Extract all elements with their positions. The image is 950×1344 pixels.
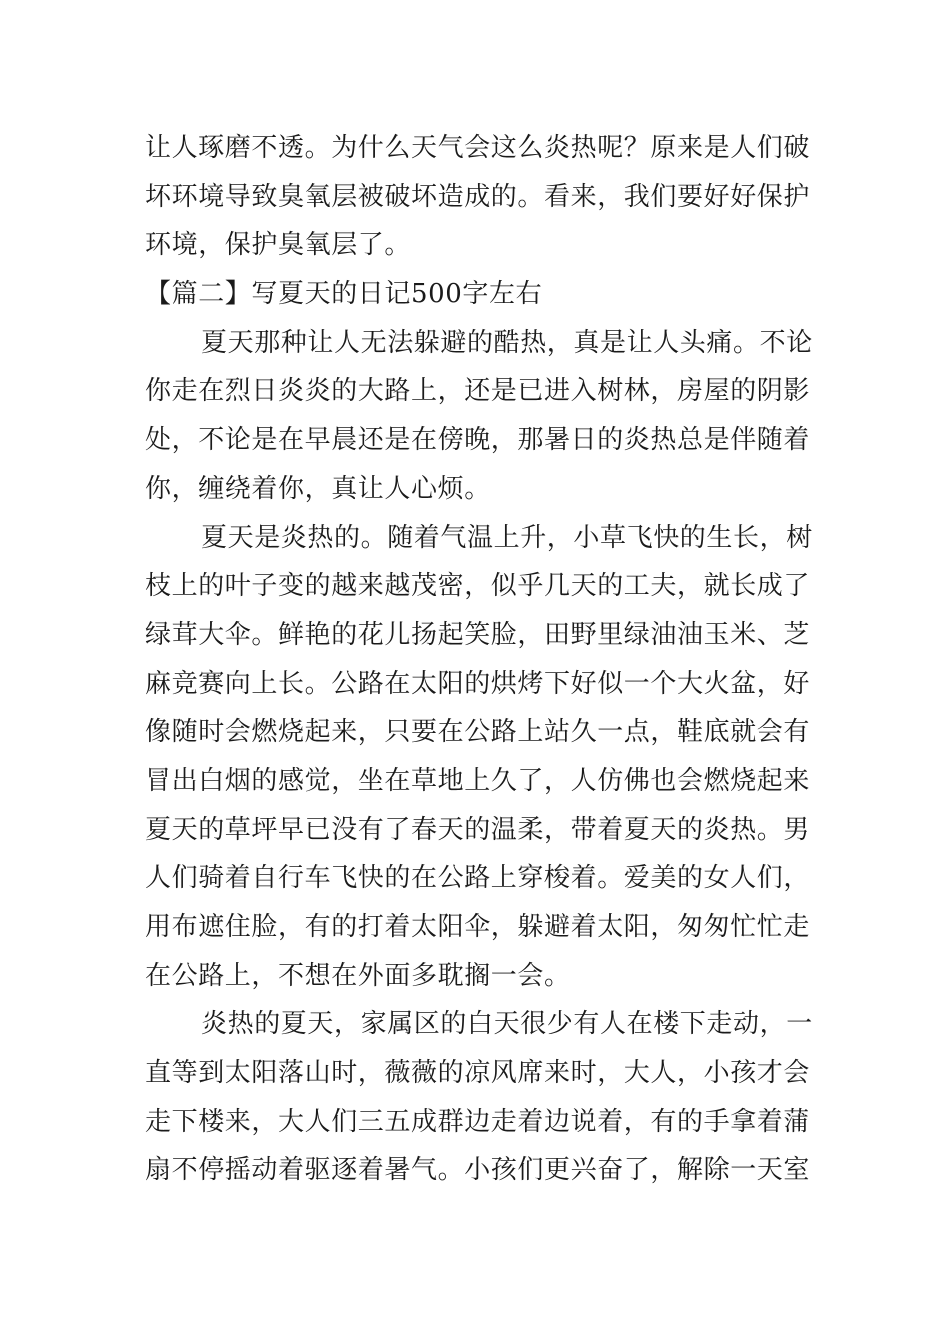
text-line: 你走在烈日炎炎的大路上，还是已进入树林，房屋的阴影 [145,376,811,407]
text-line: 用布遮住脸，有的打着太阳伞，躲避着太阳，匆匆忙忙走 [145,912,811,942]
text-line: 让人琢磨不透。为什么天气会这么炎热呢？原来是人们破 [145,133,811,163]
paragraph [145,1000,813,1195]
text-line: 夏天那种让人无法躲避的酷热，真是让人头痛。不论 [201,327,813,358]
text-line: 处，不论是在早晨还是在傍晚，那暑日的炎热总是伴随着 [145,425,811,456]
text-line: 人们骑着自行车飞快的在公路上穿梭着。爱美的女人们， [145,863,811,894]
text-line: 在公路上，不想在外面多耽搁一会。 [145,960,571,991]
text-line: 扇不停摇动着驱逐着暑气。小孩们更兴奋了，解除一天室 [145,1155,811,1186]
text-line: 麻竞赛向上长。公路在太阳的烘烤下好似一个大火盆，好 [145,668,811,699]
text-line: 枝上的叶子变的越来越茂密，似乎几天的工夫，就长成了 [145,571,811,602]
text-line: 走下楼来，大人们三五成群边走着边说着，有的手拿着蒲 [145,1106,811,1137]
text-line: 炎热的夏天，家属区的白天很少有人在楼下走动，一 [201,1009,813,1040]
paragraph-continued [145,124,810,270]
text-line: 冒出白烟的感觉，坐在草地上久了，人仿佛也会燃烧起来 [145,765,811,796]
paragraph [145,514,813,1001]
text-line: 坏环境导致臭氧层被破坏造成的。看来，我们要好好保护 [145,181,811,212]
text-line: 环境，保护臭氧层了。 [145,230,412,261]
paragraph [145,319,813,514]
document-body [145,124,813,1195]
text-line: 夏天是炎热的。随着气温上升，小草飞快的生长，树 [201,522,813,553]
text-line: 夏天的草坪早已没有了春天的温柔，带着夏天的炎热。男 [145,814,811,845]
text-line: 你，缠绕着你，真让人心烦。 [145,473,491,504]
text-line: 绿茸大伞。鲜艳的花儿扬起笑脸，田野里绿油油玉米、芝 [145,619,811,650]
text-line: 像随时会燃烧起来，只要在公路上站久一点，鞋底就会有 [145,717,811,748]
text-line: 直等到太阳落山时，薇薇的凉风席来时，大人，小孩才会 [145,1058,811,1089]
section-heading: 【篇二】写夏天的日记500字左右 [145,279,543,310]
